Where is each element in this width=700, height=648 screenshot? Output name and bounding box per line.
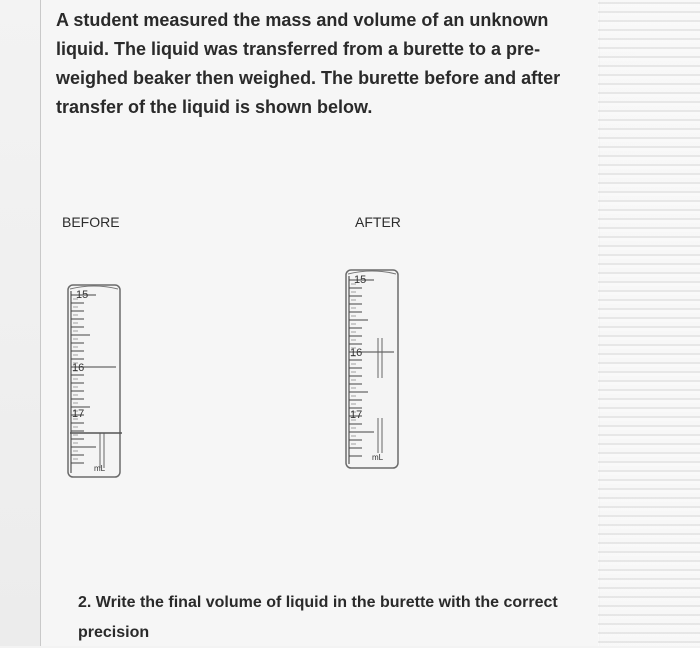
- after-tick-label-16: 16: [350, 347, 363, 359]
- after-unit-label: mL: [372, 453, 384, 462]
- before-tick-label-15: 15: [76, 289, 89, 301]
- after-burette-drawing: [344, 268, 404, 473]
- after-tick-label-15: 15: [354, 274, 367, 286]
- before-unit-label: mL: [94, 464, 106, 473]
- screen-glare: [598, 0, 700, 646]
- before-tick-label-16: 16: [72, 362, 85, 374]
- question-2: 2. Write the final volume of liquid in the burette with the correct precision: [78, 594, 558, 641]
- after-tick-label-17: 17: [350, 409, 363, 421]
- before-minor-ticks: [73, 299, 78, 459]
- before-label: BEFORE: [62, 214, 120, 230]
- before-burette: [66, 283, 126, 488]
- before-tick-label-17: 17: [72, 408, 85, 420]
- after-burette: [344, 268, 404, 478]
- problem-intro: A student measured the mass and volume of an unknown liquid. The liquid was transferred from a burette to a pre-weighed beaker then weighed. The burette before and after transfer of the liquid is shown below.: [56, 10, 561, 117]
- after-label: AFTER: [355, 214, 401, 230]
- before-burette-drawing: [66, 283, 126, 483]
